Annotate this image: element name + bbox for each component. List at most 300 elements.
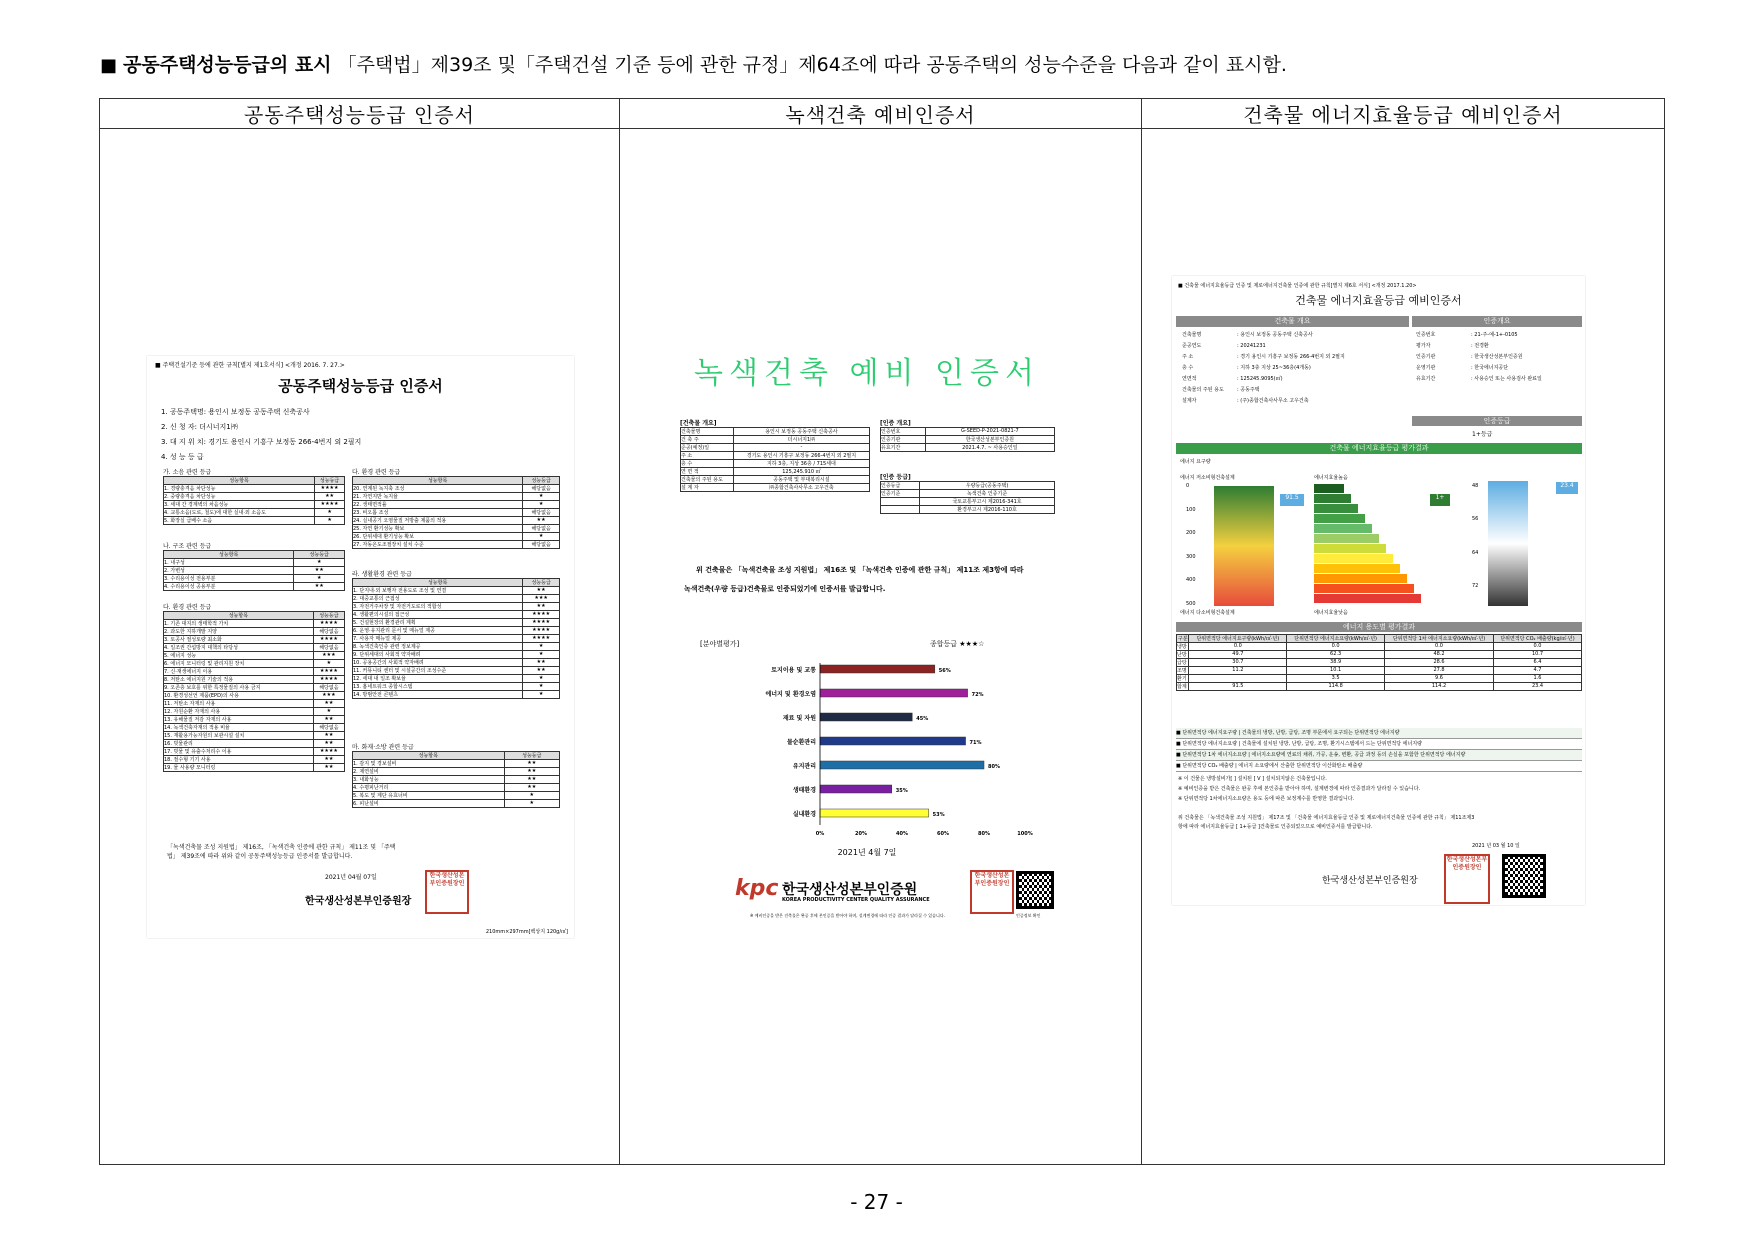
table-row	[164, 493, 345, 501]
table-row	[353, 691, 560, 699]
table-header-cell: 성능항목	[164, 612, 314, 620]
info-line	[1416, 352, 1581, 363]
axis-tick: 500	[1186, 601, 1196, 607]
info-line	[1416, 374, 1581, 385]
doc1-size: 210mm×297mm[백상지 120g/㎡]	[485, 929, 568, 935]
info-value: : 전경환	[1471, 343, 1489, 349]
table-header-row	[353, 477, 560, 485]
table-row	[164, 748, 345, 756]
doc1-seal	[425, 870, 469, 914]
table-cell: 환기	[1177, 675, 1189, 683]
table-cell: ★	[313, 660, 344, 668]
table-cell: ★★	[313, 756, 344, 764]
table-cell: ★★★★	[313, 748, 344, 756]
table-row	[164, 756, 345, 764]
table-cell: 114.8	[1287, 683, 1385, 691]
doc2-legal	[684, 561, 1023, 599]
table-cell: 연 면 적	[681, 468, 734, 476]
use-marker: 1+	[1430, 494, 1450, 506]
table-cell: 10. 환경성선언 제품(EPD)의 사용	[164, 692, 314, 700]
table-cell: 난방	[1177, 651, 1189, 659]
doc3-low2-label: 에너지효율높음	[1314, 475, 1348, 481]
table-cell: 25. 자연 환기성능 확보	[353, 525, 523, 533]
info-value: : (주)종합건축사사무소 고우건축	[1237, 398, 1309, 404]
table-row	[1177, 643, 1582, 651]
table-cell: 11. 커뮤니티 센터 및 시설공간의 조성수준	[353, 667, 523, 675]
table-row	[353, 784, 560, 792]
info-label: 인증번호	[1416, 332, 1436, 338]
table-cell: 5. 에너지 성능	[164, 652, 314, 660]
info-label: 설계자	[1182, 398, 1197, 404]
table-cell: 4. 수평피난거리	[353, 784, 505, 792]
doc1-section-a: 가. 소음 관련 등급	[163, 469, 212, 476]
table-cell: 5. 복도 및 계단 유효너비	[353, 792, 505, 800]
table-cell: 8. 저탄소 에너지원 기술의 적용	[164, 676, 314, 684]
table-cell: ★★	[504, 776, 559, 784]
table-cell: ★★★★	[315, 485, 345, 493]
table-cell: 더시너지1㈜	[733, 436, 869, 444]
table-header-cell: 성능항목	[164, 551, 294, 559]
info-value: : 21-주-예-1+-0105	[1471, 332, 1518, 338]
table-row	[681, 468, 870, 476]
info-value: : 지하 3층 지상 25~36층(4개동)	[1237, 365, 1311, 371]
table-cell: 인증기관	[881, 436, 926, 444]
table-row	[353, 651, 560, 659]
table-row	[881, 490, 1055, 498]
table-row	[353, 603, 560, 611]
doc1-table-b	[163, 550, 345, 591]
doc3-req-label: 에너지 요구량	[1180, 459, 1211, 465]
table-row	[164, 740, 345, 748]
table-cell: ★	[523, 683, 560, 691]
table-cell: 해당없음	[313, 724, 344, 732]
info-label: 층 수	[1182, 365, 1194, 371]
table-row	[164, 583, 345, 591]
x-tick-label: 0%	[815, 831, 825, 837]
note-line: ※ 예비인증을 받은 건축물은 완공 후에 본인증을 받아야 하며, 설계변경에 따라 인증결과가 달라질 수 있습니다.	[1178, 786, 1421, 792]
table-cell: 인증기준	[881, 490, 920, 498]
table-cell: 2. 가변성	[164, 567, 294, 575]
table-cell: 27.8	[1385, 667, 1494, 675]
table-row	[353, 493, 560, 501]
co2-axis-ticks	[1472, 483, 1482, 606]
table-row	[681, 444, 870, 452]
definition-row: ■ 단위면적당 CO₂ 배출량 | 에너지 소요량에서 산출한 단위면적당 이산화탄소 배출량	[1176, 761, 1582, 772]
table-cell: 녹색건축 인증기준	[920, 490, 1055, 498]
table-cell: ★★★★	[313, 668, 344, 676]
definition-row: ■ 단위면적당 에너지요구량 | 건축물의 냉방, 난방, 급탕, 조명 부문에서 요구되는 단위면적당 에너지량	[1176, 728, 1582, 739]
cell-energy-certificate	[1142, 129, 1665, 1165]
table-cell: 2021.4.7. ~ 사용승인일	[925, 444, 1054, 452]
table-row	[881, 506, 1055, 514]
table-cell: ★★	[504, 784, 559, 792]
table-cell: ★★★★	[523, 619, 560, 627]
value-label: 45%	[916, 716, 929, 722]
kpc-logo: kpc	[735, 876, 779, 901]
column-header-housing: 공동주택성능등급 인증서	[100, 99, 620, 129]
grade-step	[1314, 584, 1414, 593]
table-header-cell: 성능등급	[523, 477, 560, 485]
category-label: 물순환관리	[787, 739, 816, 746]
table-cell: 인증번호	[881, 428, 926, 436]
info-line	[1182, 396, 1407, 407]
table-row	[353, 683, 560, 691]
co2-marker: 23.4	[1556, 482, 1578, 494]
table-header-cell: 단위면적당 1차 에너지소요량(kWh/㎡·년)	[1385, 635, 1494, 643]
table-cell: ★★	[523, 659, 560, 667]
grade-step	[1314, 554, 1393, 563]
table-cell: 해당없음	[523, 541, 560, 549]
doc3-high-label: 에너지 다소비형건축설계	[1180, 610, 1235, 616]
table-cell: 12. 자원순환 자재의 사용	[164, 708, 314, 716]
doc2-legal-line: 녹색건축(우량 등급)건축물로 인증되었기에 인증서를 발급합니다.	[684, 585, 886, 593]
info-line	[1182, 341, 1407, 352]
table-cell: 지하 3층, 지상 36층 / 715세대	[733, 460, 869, 468]
co2-gradient-bar	[1488, 481, 1528, 606]
table-cell: ★★★	[313, 652, 344, 660]
table-cell: 9. 오존층 보호를 위한 특정물질의 사용 금지	[164, 684, 314, 692]
table-cell: ★	[504, 792, 559, 800]
table-row	[353, 643, 560, 651]
table-cell: 6. 피난설비	[353, 800, 505, 808]
doc3-axis-ticks	[1186, 483, 1206, 607]
info-value: : 경기 용인시 기흥구 보정동 266-4번지 외 2필지	[1237, 354, 1345, 360]
bar	[820, 713, 912, 721]
table-header-cell: 성능등급	[294, 551, 345, 559]
table-cell: ★	[523, 651, 560, 659]
bar	[820, 689, 968, 697]
table-cell: 19. 물 사용량 모니터링	[164, 764, 314, 772]
value-label: 56%	[938, 668, 951, 674]
doc3-seal	[1444, 854, 1490, 904]
table-cell: ★★	[523, 603, 560, 611]
table-cell: 30.7	[1189, 659, 1287, 667]
table-cell: 1. 감지 및 경보설비	[353, 760, 505, 768]
table-cell: 4.7	[1494, 667, 1582, 675]
table-cell: ★★★★	[523, 627, 560, 635]
doc3-ref: ■ 건축물 에너지효율등급 인증 및 제로에너지건축물 인증에 관한 규칙[별지 제6호 서식] <개정 2017.1.20>	[1178, 283, 1417, 289]
table-cell: 해당없음	[313, 684, 344, 692]
table-cell: ★★★★	[313, 620, 344, 628]
table-cell: 5. 건설현장의 환경관리 계획	[353, 619, 523, 627]
table-cell: 125,245.910 ㎡	[733, 468, 869, 476]
bar	[820, 809, 929, 817]
table-row	[881, 498, 1055, 506]
table-cell: 1. 단지내·외 보행자 전용도로 조성 및 연결	[353, 587, 523, 595]
doc3-legal: 위 건축물은 「녹색건축물 조성 지원법」 제17조 및 「건축물 에너지효율등급 인증 및 제로에너지건축물 인증에 관한 규칙」 제11조제3항에 따라 에너지효율등급 [ 1+등급 ]건축물로 인증되었으므로 예비인증서를 발급합니다.	[1178, 815, 1475, 830]
table-cell: 0.0	[1189, 643, 1287, 651]
table-cell: 11.2	[1189, 667, 1287, 675]
table-cell: ★	[523, 691, 560, 699]
column-header-green: 녹색건축 예비인증서	[620, 99, 1142, 129]
table-cell: 인증등급	[881, 482, 920, 490]
table-row	[353, 768, 560, 776]
requirement-gradient-bar	[1214, 486, 1274, 606]
table-row	[164, 567, 345, 575]
doc3-use-head: 에너지 용도별 평가결과	[1176, 622, 1582, 632]
x-tick-label: 40%	[896, 831, 908, 837]
table-cell: ★	[523, 533, 560, 541]
axis-tick: 64	[1472, 549, 1479, 556]
table-row	[353, 485, 560, 493]
table-cell: 3. 내화성능	[353, 776, 505, 784]
table-cell: ★★	[294, 567, 345, 575]
table-cell: 층 수	[681, 460, 734, 468]
table-cell: 23.4	[1494, 683, 1582, 691]
info-value: : 125245.9095(㎡)	[1237, 376, 1283, 382]
grade-step	[1314, 494, 1351, 503]
doc1-section-e: 라. 생활환경 관련 등급	[352, 571, 412, 578]
energy-efficiency-certificate[interactable]	[1172, 276, 1585, 905]
table-cell: 48.2	[1385, 651, 1494, 659]
table-row	[1177, 667, 1582, 675]
table-row	[164, 660, 345, 668]
table-row	[1177, 659, 1582, 667]
table-cell: 국토교통부고시 제2016-341호	[920, 498, 1055, 506]
table-cell: 해당없음	[523, 525, 560, 533]
bar	[820, 737, 966, 745]
table-cell: 냉방	[1177, 643, 1189, 651]
table-cell: ★★★★	[313, 676, 344, 684]
table-cell: 2. 중량충격음 차단성능	[164, 493, 315, 501]
table-row	[164, 700, 345, 708]
table-cell: 유효기간	[881, 444, 926, 452]
grade-step	[1314, 524, 1372, 533]
table-row	[681, 460, 870, 468]
table-cell: 13. 유해물질 저감 자재의 사용	[164, 716, 314, 724]
table-cell: 14. 녹색건축자재의 적용 비율	[164, 724, 314, 732]
table-header-row	[164, 612, 345, 620]
doc1-section-f: 마. 화재·소방 관련 등급	[352, 744, 414, 751]
doc1-section-c: 다. 환경 관련 등급	[163, 604, 212, 611]
table-cell: 28.6	[1385, 659, 1494, 667]
doc2-org-english: KOREA PRODUCTIVITY CENTER QUALITY ASSURANCE	[782, 897, 930, 903]
table-cell: ★	[294, 575, 345, 583]
table-cell: ㈜종합건축사사무소 고우건축	[733, 484, 869, 492]
info-value: : 한국생산성본부인증원	[1471, 354, 1523, 360]
table-row	[353, 595, 560, 603]
table-cell: ★★★	[313, 692, 344, 700]
table-cell: ★★	[294, 583, 345, 591]
table-cell: 15. 재활용가능자원의 보관시설 설치	[164, 732, 314, 740]
table-cell: 주 소	[681, 452, 734, 460]
bar	[820, 761, 984, 769]
value-label: 53%	[932, 812, 945, 818]
table-row	[353, 533, 560, 541]
table-cell: 경기도 용인시 기흥구 보정동 266-4번지 외 2필지	[733, 452, 869, 460]
cell-housing-certificate	[100, 129, 620, 1165]
table-row	[164, 509, 345, 517]
info-label: 준공연도	[1182, 343, 1202, 349]
housing-performance-certificate[interactable]	[147, 356, 574, 938]
table-cell: ★	[504, 800, 559, 808]
table-cell: 18. 절수형 기기 사용	[164, 756, 314, 764]
table-row	[164, 628, 345, 636]
info-label: 인증기관	[1416, 354, 1436, 360]
table-row	[353, 525, 560, 533]
table-row	[353, 611, 560, 619]
grade-step	[1314, 534, 1379, 543]
table-cell: 건 축 주	[681, 436, 734, 444]
table-row	[164, 732, 345, 740]
table-cell: 10. 공용공간의 사회적 약자배려	[353, 659, 523, 667]
axis-tick: 200	[1186, 530, 1196, 537]
table-header-cell: 성능등급	[313, 612, 344, 620]
doc3-cert-head: 인증개요	[1412, 316, 1582, 327]
table-cell: 해당없음	[523, 485, 560, 493]
doc3-high2-label: 에너지효율낮음	[1314, 610, 1348, 616]
table-cell: 9. 단위세대의 사회적 약자배려	[353, 651, 523, 659]
x-tick-label: 100%	[1017, 831, 1033, 837]
table-row	[164, 575, 345, 583]
table-header-cell: 성능항목	[353, 579, 523, 587]
table-cell: ★★	[523, 587, 560, 595]
table-row	[353, 800, 560, 808]
table-cell: 8. 녹색건축인증 관련 정보제공	[353, 643, 523, 651]
category-label: 실내환경	[792, 811, 816, 818]
axis-tick: 48	[1472, 483, 1479, 489]
table-row	[881, 444, 1055, 452]
grade-step	[1314, 564, 1400, 573]
table-cell: 준공(예정)일	[681, 444, 734, 452]
table-row	[353, 587, 560, 595]
table-cell: 우량등급(공동주택)	[920, 482, 1055, 490]
axis-tick: 72	[1472, 583, 1479, 589]
doc1-info-line: 4. 성 능 등 급	[161, 453, 204, 461]
info-line	[1182, 330, 1407, 341]
table-cell: 조명	[1177, 667, 1189, 675]
doc1-issuer: 한국생산성본부인증원장	[305, 896, 412, 907]
doc1-info	[161, 405, 361, 465]
info-line	[1182, 385, 1407, 396]
grade-step	[1314, 514, 1365, 523]
doc3-low-label: 에너지 저소비형건축설계	[1180, 475, 1235, 481]
table-cell: 1. 내구성	[164, 559, 294, 567]
table-header-cell: 성능항목	[164, 477, 315, 485]
table-cell: ★	[294, 559, 345, 567]
table-row	[164, 652, 345, 660]
doc3-qr-code[interactable]	[1502, 854, 1546, 898]
table-row	[164, 692, 345, 700]
table-cell: 1.6	[1494, 675, 1582, 683]
table-row	[353, 517, 560, 525]
table-header-row	[353, 579, 560, 587]
info-label: 운영기관	[1416, 365, 1436, 371]
table-cell: ★★★★	[315, 501, 345, 509]
table-cell: 2. 제연설비	[353, 768, 505, 776]
table-cell: 22. 생태면적률	[353, 501, 523, 509]
table-cell: G-SEED-P-2021-0821-7	[925, 428, 1054, 436]
doc1-info-line: 1. 공동주택명: 용인시 보정동 공동주택 신축공사	[161, 408, 310, 416]
table-cell: 23. 비오톱 조성	[353, 509, 523, 517]
table-cell: 21. 자연지반 녹지율	[353, 493, 523, 501]
table-row	[681, 436, 870, 444]
doc3-eval-head: 건축물 에너지효율등급 평가결과	[1176, 443, 1582, 454]
table-cell: ★★	[504, 768, 559, 776]
table-cell: 7. 신·재생에너지 이용	[164, 668, 314, 676]
table-row	[164, 517, 345, 525]
table-row	[881, 428, 1055, 436]
table-cell: ★★	[313, 740, 344, 748]
table-cell: 14. 방범안전 콘텐츠	[353, 691, 523, 699]
grade-step	[1314, 484, 1344, 493]
table-header-row	[353, 752, 560, 760]
table-cell: 6.4	[1494, 659, 1582, 667]
doc2-overview-title: [건축물 개요]	[680, 420, 717, 427]
table-row	[1177, 683, 1582, 691]
table-cell: ★	[523, 643, 560, 651]
table-cell: 급탕	[1177, 659, 1189, 667]
table-header-cell: 구분	[1177, 636, 1188, 642]
doc2-overview-table	[680, 427, 870, 492]
category-label: 재료 및 자원	[782, 715, 816, 722]
doc2-cert-table	[880, 427, 1055, 452]
table-cell	[881, 506, 920, 514]
table-cell: 공동주택 및 부대복리시설	[733, 476, 869, 484]
table-row	[164, 485, 345, 493]
table-cell	[881, 498, 920, 506]
table-cell: ★★	[313, 764, 344, 772]
doc3-use-table	[1176, 634, 1582, 691]
info-line	[1416, 341, 1581, 352]
table-row	[164, 716, 345, 724]
doc3-grade-head: 인증등급	[1412, 416, 1582, 426]
table-cell: ★★	[313, 732, 344, 740]
table-cell: -	[733, 444, 869, 452]
table-header-cell: 단위면적당 에너지소요량(kWh/㎡·년)	[1287, 635, 1385, 643]
info-line	[1416, 363, 1581, 374]
doc3-notes	[1178, 774, 1420, 804]
table-row	[681, 484, 870, 492]
doc1-table-e	[352, 578, 560, 699]
seal-text: 한국생산성본부인증원장인	[429, 872, 465, 887]
table-cell: ★★	[523, 667, 560, 675]
info-line	[1182, 352, 1407, 363]
doc3-date: 2021 년 03 월 10 일	[1472, 843, 1520, 849]
table-row	[1177, 651, 1582, 659]
table-cell: 6. 운영·유지관리 문서 및 매뉴얼 제공	[353, 627, 523, 635]
table-cell: 환경부고시 제2016-110호	[920, 506, 1055, 514]
category-label: 생태환경	[792, 787, 816, 794]
table-header-cell: 단위면적당 에너지요구량(kWh/㎡·년)	[1189, 635, 1287, 643]
doc1-table-f	[352, 751, 560, 808]
table-row	[164, 676, 345, 684]
green-building-certificate[interactable]	[670, 323, 1064, 940]
table-cell: 1. 기존 대지의 생태학적 가치	[164, 620, 314, 628]
info-value: : 20241231	[1237, 343, 1266, 349]
value-label: 72%	[971, 692, 984, 698]
doc2-title: 녹색건축 예비 인증서	[694, 356, 1040, 391]
table-row	[164, 501, 345, 509]
info-line	[1182, 363, 1407, 374]
qr-code[interactable]	[1016, 871, 1054, 909]
grade-step	[1314, 574, 1407, 583]
table-row	[353, 541, 560, 549]
grade-step	[1314, 544, 1386, 553]
doc1-ref: ■ 주택건설기준 등에 관한 규칙[별지 제1호서식] <개정 2016. 7. 27.>	[155, 362, 345, 369]
table-cell: ★★★★	[523, 635, 560, 643]
table-cell: ★★	[313, 716, 344, 724]
table-cell: 5. 화장실 급배수 소음	[164, 517, 315, 525]
table-header-cell: 성능등급	[504, 752, 559, 760]
table-cell: 용인시 보정동 공동주택 신축공사	[733, 428, 869, 436]
table-row	[353, 667, 560, 675]
table-header-cell: 단위면적당 CO₂ 배출량(kg/㎡·년)	[1494, 635, 1582, 643]
heading-bullet: ■	[100, 55, 118, 76]
info-label: 평가자	[1416, 343, 1431, 349]
table-cell: 건축물명	[681, 428, 734, 436]
grade-step	[1314, 594, 1421, 603]
